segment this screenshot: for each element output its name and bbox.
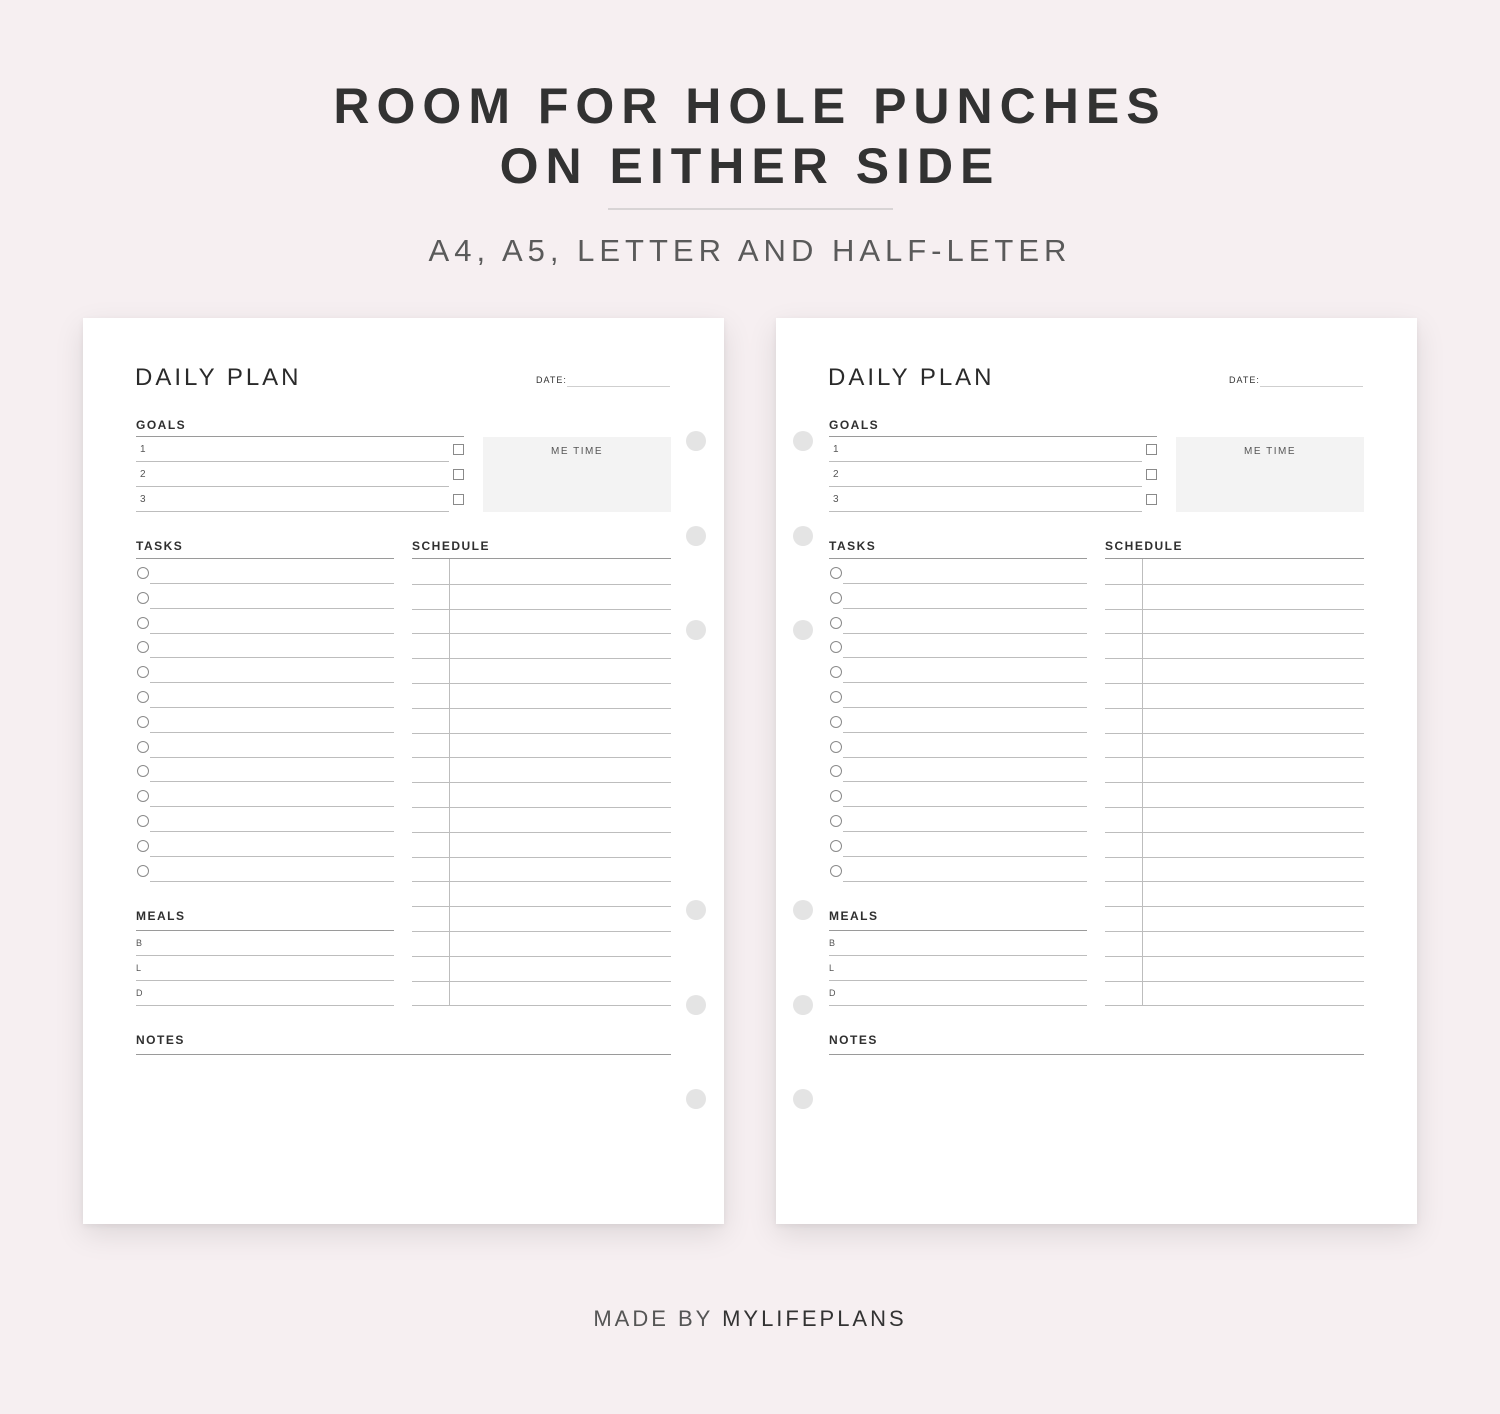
task-line[interactable] [843,707,1087,708]
meals-rule [136,930,394,931]
goal-number: 2 [833,469,839,480]
punch-hole-icon [686,900,706,920]
circle-checkbox-icon[interactable] [830,815,842,827]
notes-rule [136,1054,671,1055]
task-line[interactable] [150,856,394,857]
meals-heading: MEALS [136,909,186,923]
goal-line[interactable] [136,461,449,462]
task-line[interactable] [150,781,394,782]
schedule-line[interactable] [1105,708,1364,709]
task-line[interactable] [843,732,1087,733]
schedule-line[interactable] [412,733,671,734]
task-line[interactable] [150,732,394,733]
task-line[interactable] [150,583,394,584]
notes-heading: NOTES [136,1033,185,1047]
schedule-line[interactable] [412,956,671,957]
goals-heading: GOALS [136,418,187,432]
planner-page-left [83,318,724,1224]
meal-letter: B [829,938,836,948]
schedule-line[interactable] [1105,807,1364,808]
circle-checkbox-icon[interactable] [137,716,149,728]
meal-line[interactable] [829,1005,1087,1006]
planner-title: DAILY PLAN [135,364,302,391]
task-line[interactable] [150,831,394,832]
schedule-line[interactable] [1105,931,1364,932]
schedule-line[interactable] [412,683,671,684]
schedule-line[interactable] [412,857,671,858]
planner-page-right [776,318,1417,1224]
schedule-line[interactable] [412,708,671,709]
me-time-box[interactable] [1176,437,1364,512]
task-line[interactable] [150,757,394,758]
circle-checkbox-icon[interactable] [137,741,149,753]
notes-area[interactable] [136,1058,671,1198]
task-line[interactable] [843,608,1087,609]
circle-checkbox-icon[interactable] [830,666,842,678]
circle-checkbox-icon[interactable] [137,666,149,678]
schedule-line[interactable] [412,931,671,932]
goals-rule [136,436,464,437]
circle-checkbox-icon[interactable] [137,790,149,802]
punch-hole-icon [686,526,706,546]
me-time-label: ME TIME [1244,446,1296,457]
circle-checkbox-icon[interactable] [830,617,842,629]
date-label: DATE: [536,375,567,385]
meal-line[interactable] [136,980,394,981]
goal-number: 3 [140,494,146,505]
meal-letter: L [829,962,835,973]
circle-checkbox-icon[interactable] [830,790,842,802]
goals-rule [829,436,1157,437]
hero-title [0,76,1500,196]
task-line[interactable] [150,707,394,708]
punch-hole-icon [793,526,813,546]
goal-number: 1 [140,444,146,455]
schedule-rule [1105,558,1364,559]
footer-credit [0,1306,1500,1332]
me-time-label: ME TIME [551,446,603,457]
punch-hole-icon [793,1089,813,1109]
task-line[interactable] [843,657,1087,658]
circle-checkbox-icon[interactable] [830,691,842,703]
meal-line[interactable] [829,980,1087,981]
date-field[interactable] [567,386,670,387]
schedule-line[interactable] [1105,633,1364,634]
me-time-box[interactable] [483,437,671,512]
meal-letter: B [136,938,143,948]
punch-hole-icon [793,995,813,1015]
schedule-line[interactable] [1105,683,1364,684]
circle-checkbox-icon[interactable] [137,815,149,827]
circle-checkbox-icon[interactable] [830,765,842,777]
goal-line[interactable] [136,511,449,512]
schedule-line[interactable] [1105,1005,1364,1006]
task-line[interactable] [843,633,1087,634]
meal-line[interactable] [829,955,1087,956]
task-line[interactable] [843,583,1087,584]
schedule-line[interactable] [412,782,671,783]
goal-number: 2 [140,469,146,480]
meals-heading: MEALS [829,909,879,923]
schedule-line[interactable] [412,981,671,982]
notes-heading: NOTES [829,1033,878,1047]
square-checkbox-icon[interactable] [1146,444,1157,455]
schedule-line[interactable] [412,1005,671,1006]
circle-checkbox-icon[interactable] [137,641,149,653]
task-line[interactable] [843,682,1087,683]
schedule-line[interactable] [1105,881,1364,882]
circle-checkbox-icon[interactable] [137,691,149,703]
square-checkbox-icon[interactable] [453,494,464,505]
hero-subtitle: A4, A5, LETTER AND HALF-LETER [428,233,1072,268]
schedule-heading: SCHEDULE [412,539,491,553]
punch-hole-icon [793,620,813,640]
task-line[interactable] [150,633,394,634]
hero-title-line-2: ON EITHER SIDE [499,138,1001,194]
square-checkbox-icon[interactable] [1146,494,1157,505]
schedule-time-divider [449,559,450,1006]
hero-divider [608,208,893,210]
punch-hole-icon [793,431,813,451]
schedule-line[interactable] [412,906,671,907]
circle-checkbox-icon[interactable] [830,716,842,728]
schedule-rule [412,558,671,559]
tasks-rule [136,558,394,559]
circle-checkbox-icon[interactable] [137,840,149,852]
schedule-line[interactable] [1105,782,1364,783]
circle-checkbox-icon[interactable] [830,592,842,604]
schedule-line[interactable] [1105,906,1364,907]
schedule-line[interactable] [412,609,671,610]
goal-line[interactable] [136,486,449,487]
schedule-time-divider [1142,559,1143,1006]
schedule-line[interactable] [1105,609,1364,610]
schedule-line[interactable] [412,807,671,808]
task-line[interactable] [843,781,1087,782]
punch-hole-icon [686,431,706,451]
schedule-line[interactable] [1105,733,1364,734]
notes-rule [829,1054,1364,1055]
meals-rule [829,930,1087,931]
schedule-line[interactable] [412,658,671,659]
schedule-line[interactable] [412,584,671,585]
schedule-line[interactable] [412,757,671,758]
planner-title: DAILY PLAN [828,364,995,391]
square-checkbox-icon[interactable] [1146,469,1157,480]
schedule-line[interactable] [1105,981,1364,982]
task-line[interactable] [150,881,394,882]
circle-checkbox-icon[interactable] [830,741,842,753]
goals-heading: GOALS [829,418,880,432]
meal-letter: D [829,987,836,998]
notes-area[interactable] [829,1058,1364,1198]
tasks-rule [829,558,1087,559]
schedule-line[interactable] [1105,658,1364,659]
schedule-line[interactable] [1105,584,1364,585]
task-line[interactable] [150,657,394,658]
meal-line[interactable] [136,1005,394,1006]
circle-checkbox-icon[interactable] [830,641,842,653]
task-line[interactable] [843,831,1087,832]
tasks-heading: TASKS [136,539,184,553]
date-field[interactable] [1260,386,1363,387]
punch-hole-icon [686,620,706,640]
meal-letter: L [136,962,142,973]
punch-hole-icon [793,900,813,920]
square-checkbox-icon[interactable] [453,469,464,480]
circle-checkbox-icon[interactable] [137,765,149,777]
task-line[interactable] [843,881,1087,882]
circle-checkbox-icon[interactable] [830,840,842,852]
schedule-line[interactable] [1105,757,1364,758]
date-label: DATE: [1229,375,1260,385]
task-line[interactable] [843,806,1087,807]
task-line[interactable] [843,856,1087,857]
schedule-line[interactable] [412,881,671,882]
footer-brand: MYLIFEPLANS [722,1306,907,1331]
meal-letter: D [136,987,143,998]
task-line[interactable] [150,682,394,683]
circle-checkbox-icon[interactable] [830,567,842,579]
square-checkbox-icon[interactable] [453,444,464,455]
circle-checkbox-icon[interactable] [137,617,149,629]
meal-line[interactable] [136,955,394,956]
punch-hole-icon [686,995,706,1015]
schedule-line[interactable] [1105,956,1364,957]
circle-checkbox-icon[interactable] [137,592,149,604]
task-line[interactable] [150,806,394,807]
tasks-heading: TASKS [829,539,877,553]
schedule-heading: SCHEDULE [1105,539,1184,553]
schedule-line[interactable] [1105,857,1364,858]
punch-hole-icon [686,1089,706,1109]
task-line[interactable] [843,757,1087,758]
schedule-line[interactable] [1105,832,1364,833]
circle-checkbox-icon[interactable] [830,865,842,877]
schedule-line[interactable] [412,832,671,833]
goal-line[interactable] [829,511,1142,512]
footer-prefix: MADE BY [593,1306,723,1331]
circle-checkbox-icon[interactable] [137,567,149,579]
circle-checkbox-icon[interactable] [137,865,149,877]
goal-line[interactable] [829,486,1142,487]
goal-line[interactable] [829,461,1142,462]
goal-number: 3 [833,494,839,505]
hero-title-line-1: ROOM FOR HOLE PUNCHES [333,78,1167,134]
task-line[interactable] [150,608,394,609]
goal-number: 1 [833,444,839,455]
schedule-line[interactable] [412,633,671,634]
